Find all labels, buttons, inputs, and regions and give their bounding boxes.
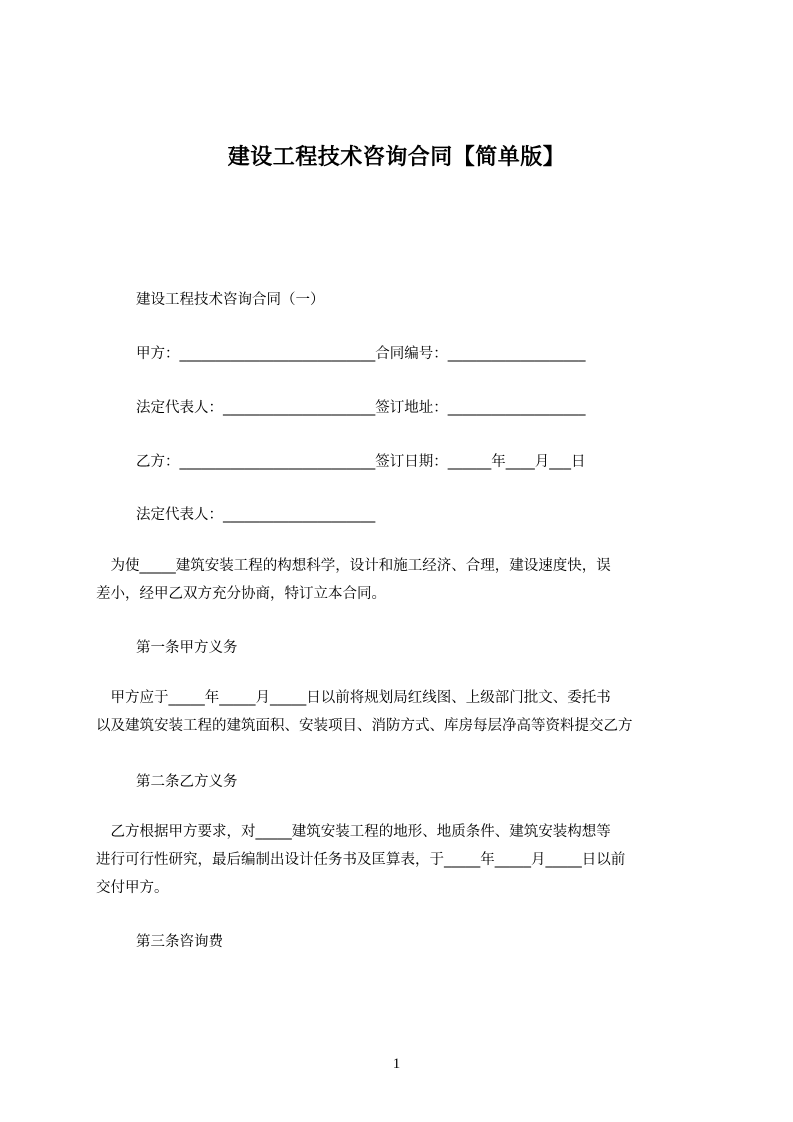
page-number: 1 (392, 1056, 401, 1072)
article-1-body (96, 684, 702, 740)
article-2-line: 进行可行性研究，最后编制出设计任务书及匡算表，于_____年_____月_____日以前 (96, 852, 626, 868)
article-1-line: 以及建筑安装工程的建筑面积、安装项目、消防方式、库房每层净高等资料提交乙方 (96, 718, 633, 734)
field-legal-rep-2: 法定代表人：_____________________ (136, 507, 376, 523)
article-2-line: 交付甲方。 (96, 880, 169, 896)
field-legal-rep-1: 法定代表人：_____________________签订地址：___________________ (136, 400, 586, 416)
intro-line: 差小，经甲乙双方充分协商，特订立本合同。 (96, 586, 386, 602)
article-1-line: 甲方应于_____年_____月_____日以前将规划局红线图、上级部门批文、委托书 (96, 690, 611, 706)
article-3-heading: 第三条咨询费 (136, 934, 223, 950)
contract-subtitle: 建设工程技术咨询合同（一） (136, 292, 325, 308)
field-party-a: 甲方：___________________________合同编号：___________________ (136, 346, 586, 362)
intro-paragraph (96, 552, 702, 608)
intro-line: 为使_____建筑安装工程的构想科学，设计和施工经济、合理，建设速度快，误 (96, 558, 611, 574)
article-1-heading: 第一条甲方义务 (136, 640, 238, 656)
article-2-body (96, 818, 702, 902)
article-2-heading: 第二条乙方义务 (136, 774, 238, 790)
field-party-b: 乙方：___________________________签订日期：______年____月___日 (136, 454, 586, 470)
article-2-line: 乙方根据甲方要求，对_____建筑安装工程的地形、地质条件、建筑安装构想等 (96, 824, 611, 840)
document-title: 建设工程技术咨询合同【简单版】 (227, 145, 566, 170)
